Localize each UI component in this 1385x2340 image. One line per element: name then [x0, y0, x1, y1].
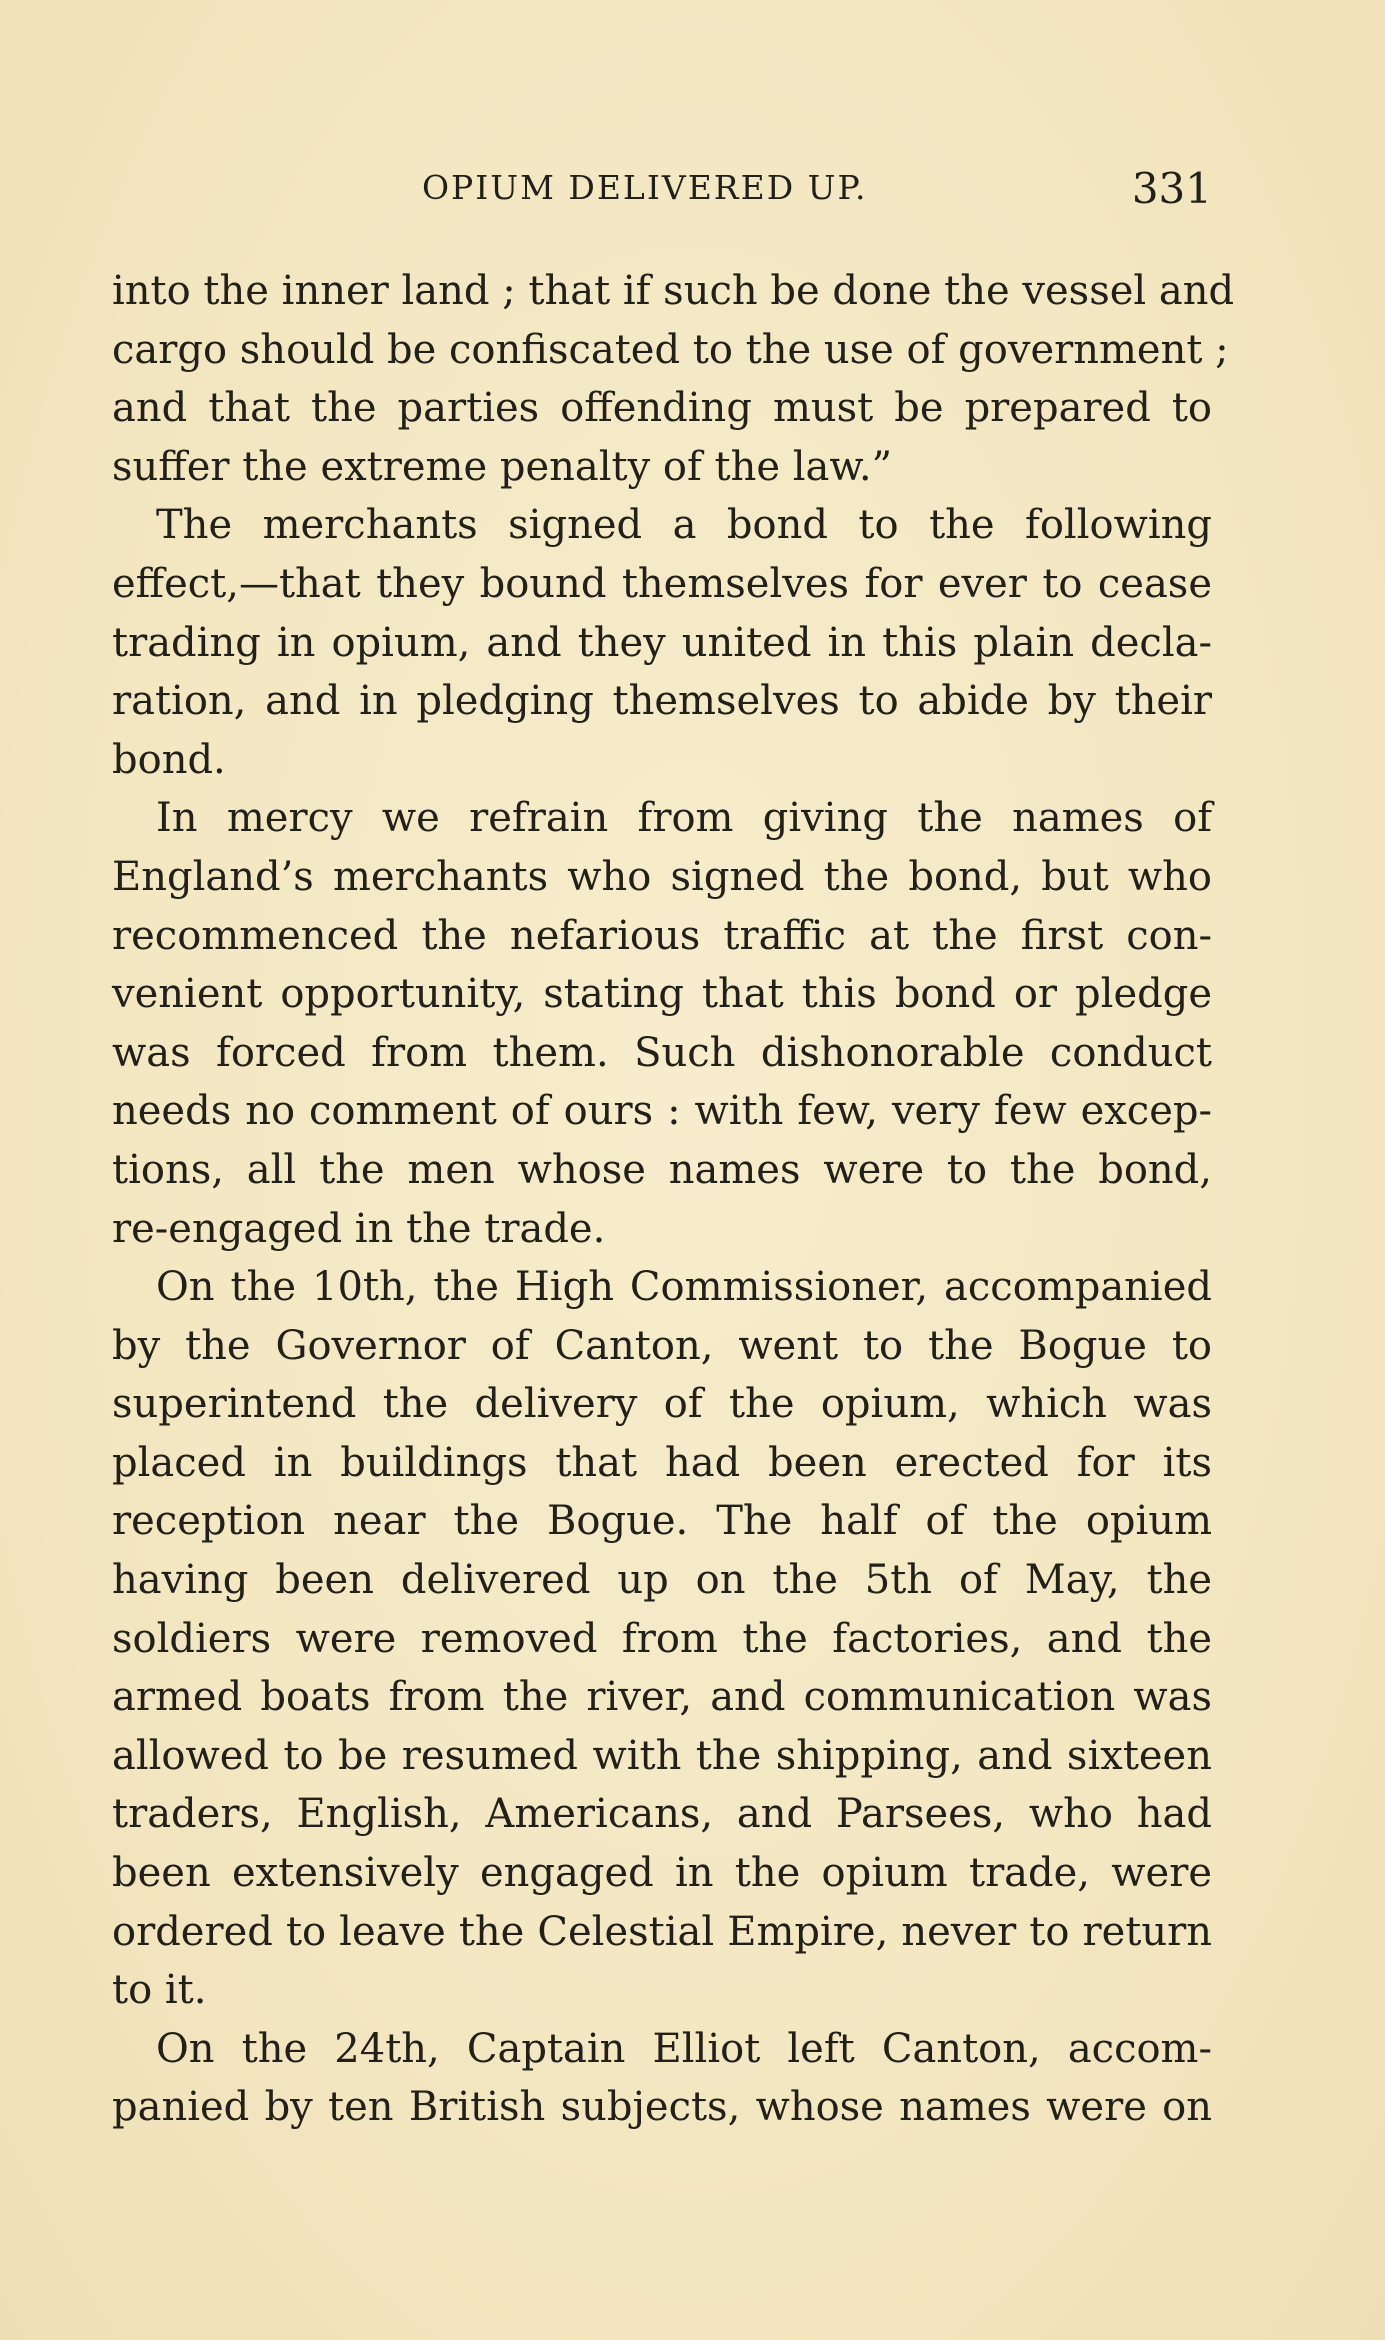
- text-line: England’s merchants who signed the bond, but who: [112, 853, 1212, 900]
- page-header: [112, 164, 1212, 228]
- text-line: been extensively engaged in the opium trade, were: [112, 1850, 1212, 1897]
- text-line: reception near the Bogue. The half of the opium: [112, 1498, 1212, 1545]
- text-line: armed boats from the river, and communication was: [112, 1674, 1212, 1721]
- paragraph-start-line: In mercy we refrain from giving the names of: [156, 795, 1212, 842]
- text-line: panied by ten British subjects, whose names were on: [112, 2084, 1212, 2131]
- page-number: 331: [1131, 164, 1212, 213]
- text-line: ration, and in pledging themselves to abide by their: [112, 678, 1212, 725]
- text-line: effect,—that they bound themselves for ever to cease: [112, 560, 1212, 607]
- text-line: by the Governor of Canton, went to the Bogue to: [112, 1322, 1212, 1369]
- text-line: superintend the delivery of the opium, which was: [112, 1381, 1212, 1428]
- text-line: tions, all the men whose names were to the bond,: [112, 1146, 1212, 1193]
- text-line: to it.: [112, 1967, 207, 2014]
- text-line: needs no comment of ours : with few, very few excep-: [112, 1088, 1212, 1135]
- body-text: [112, 262, 1235, 2137]
- paragraph-start-line: The merchants signed a bond to the following: [156, 502, 1212, 549]
- running-title: OPIUM DELIVERED UP.: [422, 168, 868, 207]
- text-line: was forced from them. Such dishonorable conduct: [112, 1029, 1212, 1076]
- text-line: and that the parties offending must be prepared to: [112, 385, 1212, 432]
- text-line: suffer the extreme penalty of the law.”: [112, 443, 893, 490]
- text-line: trading in opium, and they united in this plain decla-: [112, 619, 1212, 666]
- paragraph-start-line: On the 10th, the High Commissioner, accompanied: [156, 1264, 1212, 1311]
- text-line: traders, English, Americans, and Parsees, who had: [112, 1791, 1212, 1838]
- text-line: re-engaged in the trade.: [112, 1205, 606, 1252]
- text-line: recommenced the nefarious traffic at the first con-: [112, 912, 1212, 959]
- text-line: venient opportunity, stating that this bond or pledge: [112, 971, 1212, 1018]
- text-line: into the inner land ; that if such be done the vessel and: [112, 268, 1235, 314]
- text-line: allowed to be resumed with the shipping, and sixteen: [112, 1732, 1212, 1779]
- text-line: cargo should be confiscated to the use of government ;: [112, 326, 1229, 373]
- text-line: bond.: [112, 736, 226, 783]
- text-line: ordered to leave the Celestial Empire, never to return: [112, 1908, 1212, 1955]
- text-line: placed in buildings that had been erected for its: [112, 1439, 1212, 1486]
- paragraph-start-line: On the 24th, Captain Elliot left Canton, accom-: [156, 2025, 1212, 2072]
- text-line: having been delivered up on the 5th of May, the: [112, 1557, 1212, 1604]
- text-line: soldiers were removed from the factories, and the: [112, 1615, 1212, 1662]
